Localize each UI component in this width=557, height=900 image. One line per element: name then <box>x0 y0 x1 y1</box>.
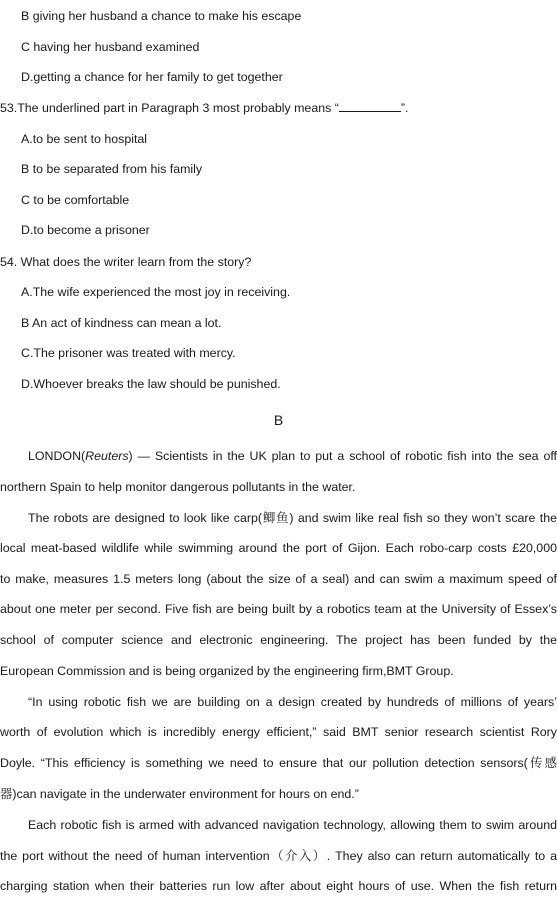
paragraph-1-line-2: northern Spain to help monitor dangerous pollutants in the water. <box>0 480 356 494</box>
q53-option-b: B to be separated from his family <box>21 162 203 176</box>
paragraph-2-line-6: European Commission and is being organized by the engineering firm,BMT Group. <box>0 664 454 678</box>
paragraph-2-line-4: about one meter per second. Five fish are being built by a robotics team at the University of Essex’s <box>0 602 557 616</box>
q54-option-a: A.The wife experienced the most joy in receiving. <box>21 285 291 299</box>
paragraph-2-line-5: school of computer science and electronic engineering. The project has been funded by the <box>0 633 557 647</box>
news-source: Reuters <box>85 449 129 463</box>
answer-blank <box>339 101 401 112</box>
q52-option-b: B giving her husband a chance to make his escape <box>21 9 302 23</box>
q53-option-a: A.to be sent to hospital <box>21 132 148 146</box>
paragraph-2-line-2: local meat-based wildlife while swimming around the port of Gijon. Each robo-carp costs £20,000 <box>0 541 557 555</box>
section-heading: B <box>273 412 284 428</box>
paragraph-3-line-2: worth of evolution which is incredibly energy efficient,” said BMT senior research scientist Rory <box>0 725 557 739</box>
q53-stem-start: 53.The underlined part in Paragraph 3 most probably means “ <box>0 101 339 115</box>
paragraph-4-line-2: the port without the need of human intervention（介入）. They also can return automatically to a <box>0 849 557 863</box>
q52-option-c: C having her husband examined <box>21 40 200 54</box>
q52-option-d: D.getting a chance for her family to get together <box>21 70 283 84</box>
paragraph-3-line-1: “In using robotic fish we are building on a design created by hundreds of millions of years’ <box>28 695 557 709</box>
paragraph-2-line-1: The robots are designed to look like carp(鲫鱼) and swim like real fish so they won’t scare the <box>28 511 557 525</box>
paragraph-3-line-4: 器)can navigate in the underwater environment for hours on end.” <box>0 787 359 801</box>
paragraph-4-line-1: Each robotic fish is armed with advanced navigation technology, allowing them to swim around <box>28 818 557 832</box>
paragraph-1-line-1 <box>28 448 557 464</box>
paragraph-1-text: ) — Scientists in the UK plan to put a school of robotic fish into the sea off <box>128 449 557 463</box>
q53-option-d: D.to become a prisoner <box>21 223 150 237</box>
dateline-city: LONDON( <box>28 449 86 463</box>
q54-option-b: B An act of kindness can mean a lot. <box>21 316 222 330</box>
q54-option-d: D.Whoever breaks the law should be punished. <box>21 377 281 391</box>
q53-option-c: C to be comfortable <box>21 193 130 207</box>
q54-stem: 54. What does the writer learn from the story? <box>0 255 252 269</box>
q53-stem <box>0 100 408 116</box>
q53-stem-end: ”. <box>400 101 409 115</box>
paragraph-4-line-3: charging station when their batteries run low after about eight hours of use. When the fish return <box>0 879 557 893</box>
q54-option-c: C.The prisoner was treated with mercy. <box>21 346 236 360</box>
paragraph-2-line-3: to make, measures 1.5 meters long (about the size of a seal) and can swim a maximum speed of <box>0 572 557 586</box>
paragraph-3-line-3: Doyle. “This efficiency is something we need to ensure that our pollution detection sensors(传感 <box>0 756 557 770</box>
